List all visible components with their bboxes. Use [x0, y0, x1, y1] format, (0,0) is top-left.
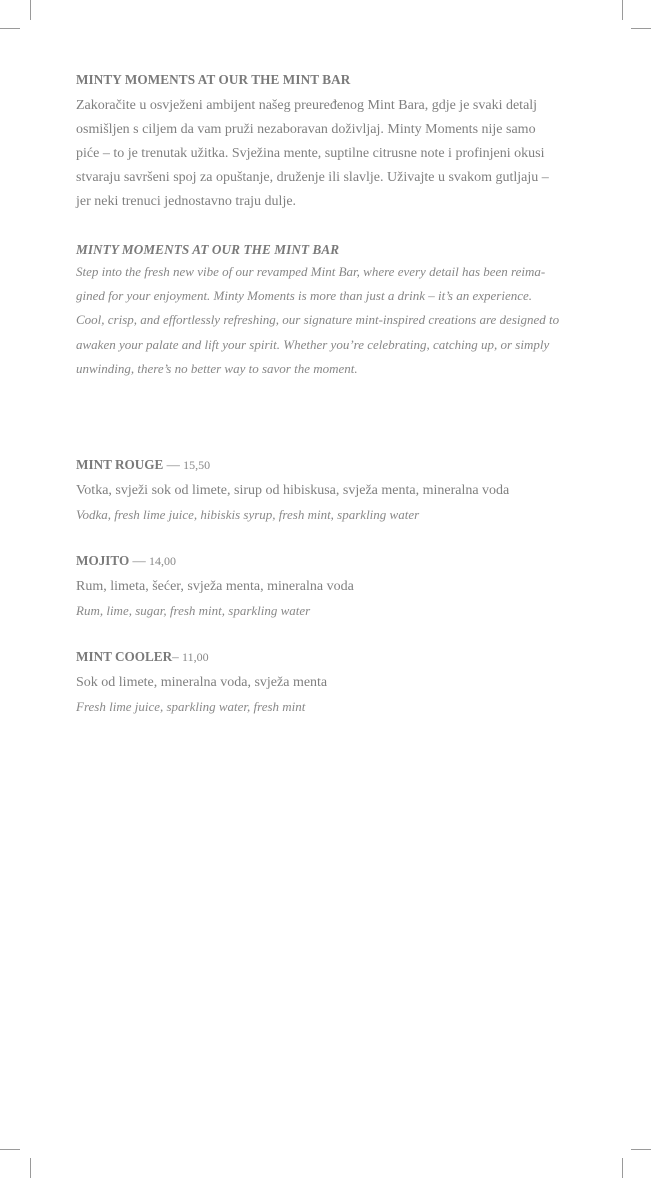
menu-page-content	[76, 70, 576, 743]
intro-english-line: awaken your palate and lift your spirit. Whether you’re celebrating, catching up, or simply	[76, 336, 550, 352]
menu-item-price: 11,00	[182, 650, 209, 665]
menu-item-name: MOJITO	[76, 553, 130, 569]
intro-croatian-title: MINTY MOMENTS AT OUR THE MINT BAR	[76, 72, 351, 87]
crop-mark-top-right-horizontal	[631, 28, 651, 29]
menu-item-header	[76, 551, 576, 571]
crop-mark-bottom-right-vertical	[622, 1158, 623, 1178]
intro-croatian-line: jer neki trenuci jednostavno traju dulje.	[76, 194, 297, 209]
intro-english-line: Step into the fresh new vibe of our revamped Mint Bar, where every detail has been reima-	[76, 264, 546, 279]
crop-mark-bottom-right-horizontal	[631, 1149, 651, 1150]
menu-item-mint-rouge	[76, 455, 576, 527]
menu-item-header	[76, 455, 576, 475]
intro-english-line: Cool, crisp, and effortlessly refreshing, our signature mint-inspired creations are designed to	[76, 312, 560, 328]
menu-item-separator: —	[129, 553, 150, 569]
menu-item-separator: –	[172, 649, 183, 665]
menu-item-mint-cooler	[76, 647, 576, 719]
menu-item-description-croatian: Rum, limeta, šećer, svježa menta, mineralna voda	[76, 579, 354, 595]
crop-mark-bottom-left-horizontal	[0, 1149, 20, 1150]
menu-item-header	[76, 647, 576, 667]
crop-mark-top-left-vertical	[30, 0, 31, 20]
menu-item-price: 14,00	[149, 554, 177, 569]
drinks-menu	[76, 455, 576, 719]
intro-croatian-paragraph	[76, 94, 576, 214]
menu-item-separator: —	[163, 457, 184, 473]
menu-item-description-croatian: Votka, svježi sok od limete, sirup od hibiskusa, svježa menta, mineralna voda	[76, 483, 510, 499]
crop-mark-top-right-vertical	[622, 0, 623, 20]
menu-item-description-english: Rum, lime, sugar, fresh mint, sparkling water	[76, 603, 311, 619]
menu-item-description-english: Vodka, fresh lime juice, hibiskis syrup, fresh mint, sparkling water	[76, 507, 420, 523]
crop-mark-top-left-horizontal	[0, 28, 20, 29]
intro-english-line: unwinding, there’s no better way to savor the moment.	[76, 360, 358, 376]
menu-item-description-croatian: Sok od limete, mineralna voda, svježa menta	[76, 675, 328, 691]
menu-item-name: MINT COOLER	[76, 649, 173, 665]
menu-item-description-english: Fresh lime juice, sparkling water, fresh mint	[76, 699, 306, 715]
intro-croatian	[76, 70, 576, 214]
intro-croatian-line: Zakoračite u osvježeni ambijent našeg preuređenog Mint Bara, gdje je svaki detalj	[76, 98, 538, 113]
intro-croatian-line: osmišljen s ciljem da vam pruži nezaboravan doživljaj. Minty Moments nije samo	[76, 122, 536, 137]
menu-item-name: MINT ROUGE	[76, 457, 164, 473]
intro-croatian-line: stvaraju savršeni spoj za opuštanje, druženje ili slavlje. Uživajte u svakom gutljaju –	[76, 170, 549, 185]
menu-item-price: 15,50	[183, 458, 211, 473]
intro-english-line: gined for your enjoyment. Minty Moments is more than just a drink – it’s an experience.	[76, 288, 533, 304]
intro-english	[76, 240, 576, 381]
crop-mark-bottom-left-vertical	[30, 1158, 31, 1178]
intro-english-paragraph	[76, 260, 576, 381]
intro-croatian-line: piće – to je trenutak užitka. Svježina mente, suptilne citrusne note i profinjeni okusi	[76, 146, 545, 161]
intro-english-title: MINTY MOMENTS AT OUR THE MINT BAR	[76, 242, 340, 257]
menu-item-mojito	[76, 551, 576, 623]
